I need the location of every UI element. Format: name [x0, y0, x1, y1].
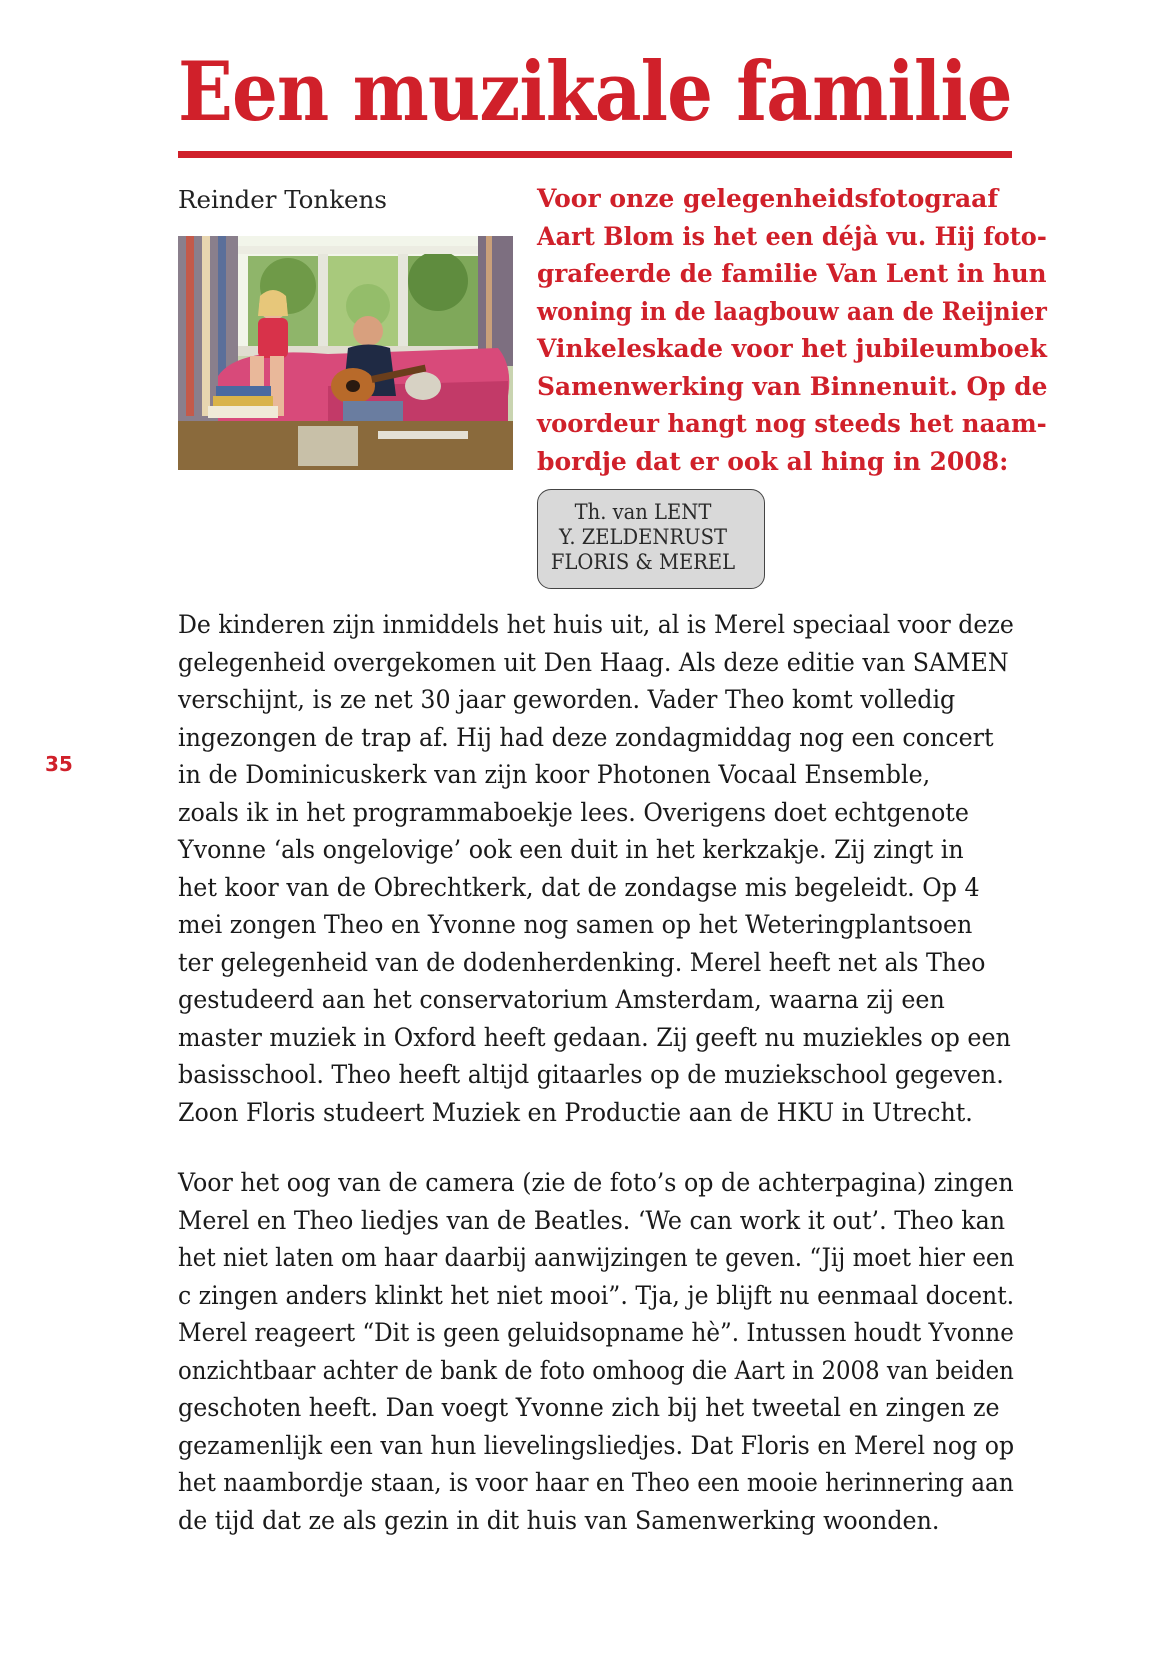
nameplate-line: Th. van LENT [574, 500, 712, 524]
family-photo-illustration [178, 236, 513, 470]
body-line: Yvonne ‘als ongelovige’ ook een duit in het kerkzakje. Zij zingt in [178, 835, 964, 864]
intro-line: Samenwerking van Binnenuit. Op de [537, 371, 1048, 402]
intro-line: voordeur hangt nog steeds het naam- [537, 409, 1047, 439]
body-line: het naambordje staan, is voor haar en Theo een mooie herinnering aan [178, 1468, 1014, 1497]
body-line: ter gelegenheid van de dodenherdenking. Merel heeft net als Theo [178, 947, 986, 977]
body-line: het koor van de Obrechtkerk, dat de zondagse mis begeleidt. Op 4 [178, 872, 980, 902]
body-line: basisschool. Theo heeft altijd gitaarles op de muziekschool gegeven. [178, 1060, 1004, 1089]
nameplate-line: FLORIS & MEREL [550, 550, 736, 574]
author-byline: Reinder Tonkens [178, 185, 387, 214]
body-line: mei zongen Theo en Yvonne nog samen op het Weteringplantsoen [178, 910, 973, 939]
body-paragraph-1 [178, 606, 1058, 1131]
body-line: master muziek in Oxford heeft gedaan. Zij geeft nu muziekles op een [178, 1022, 1011, 1052]
body-paragraph-2 [178, 1164, 1058, 1539]
body-line: gestudeerd aan het conservatorium Amsterdam, waarna zij een [178, 985, 945, 1014]
body-line: geschoten heeft. Dan voegt Yvonne zich bij het tweetal en zingen ze [178, 1393, 1000, 1422]
intro-line: woning in de laagbouw aan de Reijnier [537, 296, 1047, 327]
body-line: onzichtbaar achter de bank de foto omhoog die Aart in 2008 van beiden [178, 1355, 1014, 1385]
body-line: in de Dominicuskerk van zijn koor Photonen Vocaal Ensemble, [178, 760, 931, 789]
body-line: gezamenlijk een van hun lievelingsliedjes. Dat Floris en Merel nog op [178, 1430, 1015, 1460]
body-line: het niet laten om haar daarbij aanwijzingen te geven. “Jij moet hier een [178, 1243, 1015, 1272]
body-line: ingezongen de trap af. Hij had deze zondagmiddag nog een concert [178, 722, 994, 752]
intro-line: Voor onze gelegenheidsfotograaf [537, 184, 999, 214]
body-line: de tijd dat ze als gezin in dit huis van Samenwerking woonden. [178, 1505, 940, 1535]
intro-line: Aart Blom is het een déjà vu. Hij foto- [537, 221, 1047, 252]
body-line: Merel reageert “Dit is geen geluidsopname hè”. Intussen houdt Yvonne [178, 1318, 1014, 1347]
body-line: Voor het oog van de camera (zie de foto’s op de achterpagina) zingen [178, 1168, 1014, 1197]
body-line: zoals ik in het programmaboekje lees. Overigens doet echtgenote [178, 797, 969, 827]
page-number: 35 [45, 752, 73, 776]
article-title: Een muzikale familie [178, 45, 1012, 140]
body-line: Merel en Theo liedjes van de Beatles. ‘We can work it out’. Theo kan [178, 1205, 1006, 1235]
intro-paragraph [537, 181, 1057, 481]
intro-line: Vinkeleskade voor het jubileumboek [537, 334, 1047, 364]
body-line: Zoon Floris studeert Muziek en Productie aan de HKU in Utrecht. [178, 1097, 973, 1127]
body-line: De kinderen zijn inmiddels het huis uit, al is Merel speciaal voor deze [178, 610, 1014, 639]
article-photo [178, 236, 513, 470]
intro-line: bordje dat er ook al hing in 2008: [537, 446, 1009, 477]
body-line: gelegenheid overgekomen uit Den Haag. Als deze editie van SAMEN [178, 647, 1009, 677]
body-line: verschijnt, is ze net 30 jaar geworden. Vader Theo komt volledig [178, 685, 956, 714]
title-underline [178, 151, 1012, 158]
door-nameplate [537, 489, 765, 589]
intro-line: grafeerde de familie Van Lent in hun [537, 259, 1047, 289]
nameplate-line: Y. ZELDENRUST [558, 525, 728, 549]
body-line: c zingen anders klinkt het niet mooi”. Tja, je blijft nu eenmaal docent. [178, 1280, 1015, 1310]
